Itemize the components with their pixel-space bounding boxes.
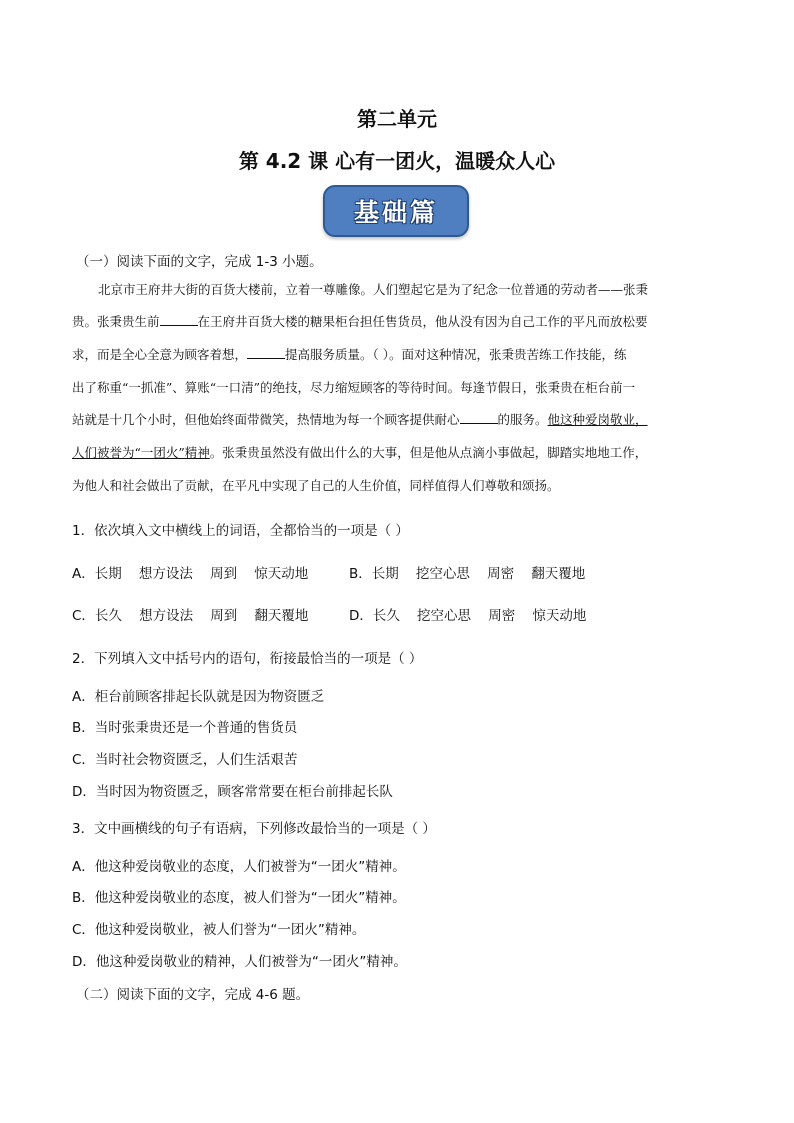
section-heading-1: （一）阅读下面的文字，完成 1-3 小题。 bbox=[76, 254, 323, 270]
fill-blank bbox=[160, 313, 198, 326]
answer-option: D．长久 挖空心思 周密 惊天动地 bbox=[349, 608, 587, 624]
passage-line: 出了称重“一抓准”、算账“一口清”的绝技，尽力缩短顾客的等待时间。每逢节假日，张秉贵在柜台前一 bbox=[72, 380, 636, 395]
level-badge-label: 基础篇 bbox=[353, 198, 438, 227]
answer-option: A．他这种爱岗敬业的态度，人们被誉为“一团火”精神。 bbox=[72, 859, 406, 875]
answer-option: C．当时社会物资匮乏，人们生活艰苦 bbox=[72, 752, 298, 768]
question-2-stem: 2．下列填入文中括号内的语句，衔接最恰当的一项是（ ） bbox=[72, 651, 423, 667]
unit-title: 第二单元 bbox=[357, 107, 437, 131]
fill-blank bbox=[460, 411, 498, 424]
level-badge bbox=[323, 185, 469, 237]
answer-option: D．当时因为物资匮乏，顾客常常要在柜台前排起长队 bbox=[72, 784, 393, 800]
underlined-sentence: 他这种爱岗敬业， bbox=[547, 412, 648, 427]
answer-option: B．当时张秉贵还是一个普通的售货员 bbox=[72, 720, 298, 736]
passage-line: 人们被誉为“一团火”精神。张秉贵虽然没有做出什么的大事，但是他从点滴小事做起，脚踏实地地工作， bbox=[72, 445, 648, 460]
lesson-title: 第 4.2 课 心有一团火，温暖众人心 bbox=[238, 149, 556, 173]
underlined-sentence: 人们被誉为“一团火”精神 bbox=[72, 445, 210, 460]
answer-option: B．他这种爱岗敬业的态度，被人们誉为“一团火”精神。 bbox=[72, 890, 406, 906]
passage-line: 为他人和社会做出了贡献，在平凡中实现了自己的人生价值，同样值得人们尊敬和颂扬。 bbox=[72, 478, 560, 493]
question-3-stem: 3．文中画横线的句子有语病，下列修改最恰当的一项是（ ） bbox=[72, 821, 436, 837]
passage-line: 求，而是全心全意为顾客着想， 提高服务质量。（ ）。面对这种情况，张秉贵苦练工作技能，练 bbox=[72, 347, 627, 362]
answer-option: A．柜台前顾客排起长队就是因为物资匮乏 bbox=[72, 689, 325, 705]
passage-line: 北京市王府井大街的百货大楼前，立着一尊雕像。人们塑起它是为了纪念一位普通的劳动者——张秉 bbox=[98, 282, 649, 297]
fill-blank bbox=[247, 346, 285, 359]
question-1-stem: 1．依次填入文中横线上的词语，全都恰当的一项是（ ） bbox=[72, 523, 409, 539]
passage-line: 站就是十几个小时，但他始终面带微笑，热情地为每一个顾客提供耐心 的服务。他这种爱岗敬业， bbox=[72, 412, 648, 427]
passage-line: 贵。张秉贵生前 在王府井百货大楼的糖果柜台担任售货员，他从没有因为自己工作的平凡而放松要 bbox=[72, 314, 648, 329]
answer-option: C．他这种爱岗敬业，被人们誉为“一团火”精神。 bbox=[72, 922, 366, 938]
section-heading-2: （二）阅读下面的文字，完成 4-6 题。 bbox=[76, 987, 310, 1003]
answer-option: A．长期 想方设法 周到 惊天动地 bbox=[72, 566, 309, 582]
answer-option: C．长久 想方设法 周到 翻天覆地 bbox=[72, 608, 309, 624]
answer-option: B．长期 挖空心思 周密 翻天覆地 bbox=[349, 566, 586, 582]
answer-option: D．他这种爱岗敬业的精神，人们被誉为“一团火”精神。 bbox=[72, 954, 407, 970]
